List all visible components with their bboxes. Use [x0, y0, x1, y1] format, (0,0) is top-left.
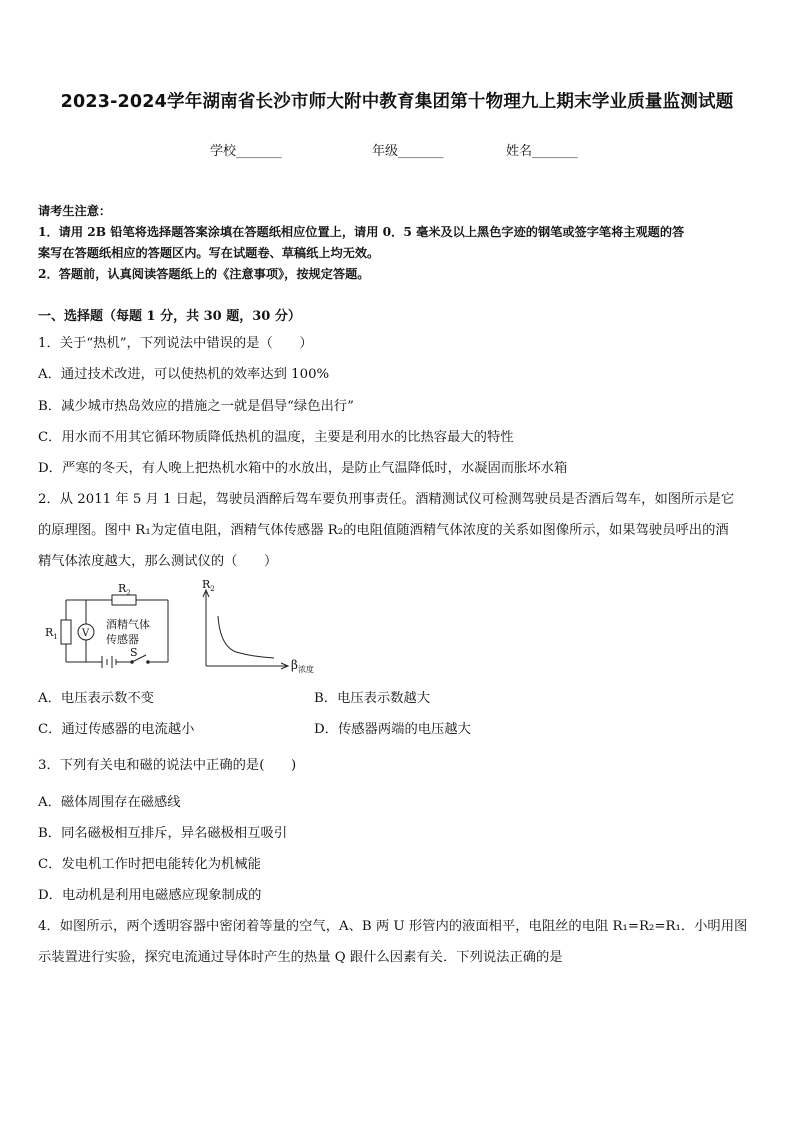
q2-line2: 的原理图。图中 R₁为定值电阻，酒精气体传感器 R₂的电阻值随酒精气体浓度的关系如图像所示，如果驾驶员呼出的酒 [38, 523, 729, 538]
sensor-label-1: 酒精气体 [106, 618, 150, 631]
grade-field: 年级_______ [372, 144, 444, 159]
graph-y-label: $R_2$ [202, 578, 215, 593]
q2-option-a: A．电压表示数不变 [38, 691, 154, 706]
circuit-diagram [40, 578, 180, 670]
q2-option-b: B．电压表示数越大 [314, 691, 431, 706]
q1-option-b: B．减少城市热岛效应的措施之一就是倡导“绿色出行” [38, 399, 354, 414]
notice-item1-line1: 1．请用 2B 铅笔将选择题答案涂填在答题纸相应位置上，请用 0．5 毫米及以上黑色字迹的钢笔或签字笔将主观题的答 [38, 225, 685, 239]
r1-label: $R_1$ [45, 626, 58, 641]
voltmeter-label: V [82, 628, 90, 639]
q3-option-a: A．磁体周围存在磁感线 [38, 795, 181, 810]
q1-option-d: D．严寒的冬天，有人晚上把热机水箱中的水放出，是防止气温降低时，水凝固而胀坏水箱 [38, 461, 568, 476]
q2-line3: 精气体浓度越大，那么测试仪的（ ） [38, 554, 278, 569]
q1-stem: 1．关于“热机”，下列说法中错误的是（ ） [38, 336, 313, 351]
q2-option-d: D．传感器两端的电压越大 [314, 722, 471, 737]
name-field: 姓名_______ [506, 144, 578, 159]
r2-resistor [112, 595, 136, 605]
q3-option-d: D．电动机是利用电磁感应现象制成的 [38, 888, 262, 903]
section-heading: 一、选择题（每题 1 分，共 30 题，30 分） [38, 309, 301, 324]
r2-concentration-graph [196, 578, 336, 674]
q2-line1: 2．从 2011 年 5 月 1 日起，驾驶员酒醉后驾车要负刑事责任。酒精测试仪可检测驾驶员是否酒后驾车，如图所示是它 [38, 492, 735, 507]
q1-option-a: A．通过技术改进，可以使热机的效率达到 100% [38, 367, 330, 382]
notice-item1-line2: 案写在答题纸相应的答题区内。写在试题卷、草稿纸上均无效。 [38, 246, 380, 260]
q3-option-c: C．发电机工作时把电能转化为机械能 [38, 857, 261, 872]
switch-label: S [130, 646, 138, 659]
resistance-curve [218, 616, 274, 658]
q3-stem: 3．下列有关电和磁的说法中正确的是( ) [38, 758, 297, 773]
sensor-label-2: 传感器 [106, 633, 139, 646]
graph-x-label: $\beta_{浓度}$ [291, 658, 314, 674]
q1-option-c: C．用水而不用其它循环物质降低热机的温度，主要是利用水的比热容最大的特性 [38, 430, 514, 445]
q4-line1: 4．如图所示，两个透明容器中密闭着等量的空气，A、B 两 U 形管内的液面相平，电阻丝的电阻 R₁=R₂=R₁．小明用图 [38, 919, 748, 934]
r1-resistor [61, 620, 71, 644]
notice-heading: 请考生注意： [38, 204, 112, 218]
q3-option-b: B．同名磁极相互排斥，异名磁极相互吸引 [38, 826, 288, 841]
notice-item2: 2．答题前，认真阅读答题纸上的《注意事项》，按规定答题。 [38, 267, 370, 281]
r2-label: $R_2$ [118, 582, 131, 597]
page-title: 2023-2024学年湖南省长沙市师大附中教育集团第十物理九上期末学业质量监测试题 [60, 92, 734, 112]
q4-line2: 示装置进行实验，探究电流通过导体时产生的热量 Q 跟什么因素有关．下列说法正确的是 [38, 950, 563, 965]
school-field: 学校_______ [210, 144, 282, 159]
q2-option-c: C．通过传感器的电流越小 [38, 722, 195, 737]
